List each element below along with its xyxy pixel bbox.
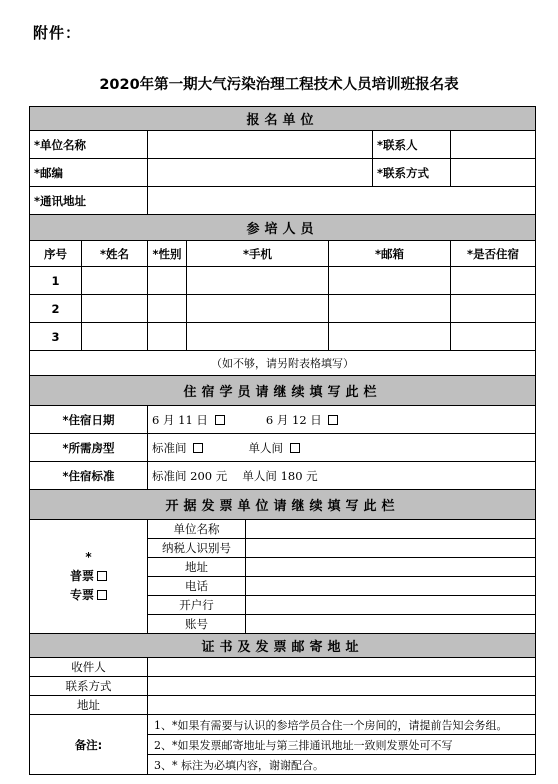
invoice-phone-field[interactable]: [246, 577, 536, 596]
mailing-contact-label: 联系方式: [30, 677, 148, 696]
room-option-1-label: 标准间: [152, 440, 187, 455]
special-invoice-label: 专票: [69, 588, 94, 602]
unit-name-label: *单位名称: [30, 131, 148, 159]
recipient-field[interactable]: [148, 658, 536, 677]
invoice-section-header: 开据发票单位请继续填写此栏: [30, 490, 536, 520]
registration-form-table: [29, 106, 536, 775]
invoice-bank-field[interactable]: [246, 596, 536, 615]
room-option-2-checkbox[interactable]: [290, 443, 300, 453]
remark-item-3: 3、* 标注为必填内容，谢谢配合。: [148, 755, 536, 775]
remark-item-1: 1、*如果有需要与认识的参培学员合住一个房间的，请提前告知会务组。: [148, 715, 536, 735]
special-invoice-checkbox[interactable]: [97, 590, 107, 600]
invoice-address-field[interactable]: [246, 558, 536, 577]
invoice-account-field[interactable]: [246, 615, 536, 634]
accommodation-standard-text: 标准间 200 元 单人间 180 元: [148, 462, 536, 490]
participant-accommodation-field[interactable]: [451, 267, 536, 295]
participant-accommodation-field[interactable]: [451, 295, 536, 323]
participant-name-field[interactable]: [82, 295, 148, 323]
row-index: 1: [30, 267, 82, 295]
table-row: [30, 323, 536, 351]
room-option-2-label: 单人间: [248, 440, 283, 455]
form-title: 2020年第一期大气污染治理工程技术人员培训班报名表: [99, 77, 459, 93]
stay-date-label: *住宿日期: [30, 406, 148, 434]
room-type-label: *所需房型: [30, 434, 148, 462]
mailing-contact-field[interactable]: [148, 677, 536, 696]
col-header-email: *邮箱: [329, 241, 451, 267]
col-header-name: *姓名: [82, 241, 148, 267]
participant-phone-field[interactable]: [187, 323, 329, 351]
remark-item-2: 2、*如果发票邮寄地址与第三排通讯地址一致则发票处可不写: [148, 735, 536, 755]
invoice-address-label: 地址: [148, 558, 246, 577]
invoice-account-label: 账号: [148, 615, 246, 634]
participant-name-field[interactable]: [82, 323, 148, 351]
attachment-label: 附件：: [33, 24, 82, 42]
postcode-field[interactable]: [148, 159, 373, 187]
mailing-section-header: 证书及发票邮寄地址: [30, 634, 536, 658]
invoice-unit-name-field[interactable]: [246, 520, 536, 539]
date-option-2-label: 6 月 12 日: [265, 412, 322, 427]
invoice-bank-label: 开户行: [148, 596, 246, 615]
participant-name-field[interactable]: [82, 267, 148, 295]
mailing-address-label: 地址: [30, 696, 148, 715]
date-option-1-checkbox[interactable]: [215, 415, 225, 425]
address-field[interactable]: [148, 187, 536, 215]
participants-note: （如不够，请另附表格填写）: [30, 351, 536, 376]
table-row: [30, 267, 536, 295]
invoice-unit-name-label: 单位名称: [148, 520, 246, 539]
accommodation-section-header: 住宿学员请继续填写此栏: [30, 376, 536, 406]
row-index: 3: [30, 323, 82, 351]
accommodation-standard-label: *住宿标准: [30, 462, 148, 490]
participant-email-field[interactable]: [329, 323, 451, 351]
date-option-2-checkbox[interactable]: [328, 415, 338, 425]
normal-invoice-label: 普票: [69, 569, 94, 583]
participant-gender-field[interactable]: [148, 323, 187, 351]
room-option-1-checkbox[interactable]: [193, 443, 203, 453]
postcode-label: *邮编: [30, 159, 148, 187]
participant-email-field[interactable]: [329, 267, 451, 295]
participant-gender-field[interactable]: [148, 267, 187, 295]
contact-method-field[interactable]: [451, 159, 536, 187]
contact-person-label: *联系人: [373, 131, 451, 159]
col-header-gender: *性别: [148, 241, 187, 267]
unit-name-field[interactable]: [148, 131, 373, 159]
room-type-options: [148, 434, 536, 462]
col-header-index: 序号: [30, 241, 82, 267]
contact-method-label: *联系方式: [373, 159, 451, 187]
date-option-1-label: 6 月 11 日: [152, 412, 208, 427]
participant-phone-field[interactable]: [187, 295, 329, 323]
unit-section-header: 报名单位: [30, 107, 536, 131]
required-asterisk: *: [85, 550, 92, 564]
invoice-type-cell: [30, 520, 148, 634]
invoice-phone-label: 电话: [148, 577, 246, 596]
recipient-label: 收件人: [30, 658, 148, 677]
mailing-address-field[interactable]: [148, 696, 536, 715]
invoice-tax-id-field[interactable]: [246, 539, 536, 558]
participants-section-header: 参培人员: [30, 215, 536, 241]
participant-accommodation-field[interactable]: [451, 323, 536, 351]
participant-phone-field[interactable]: [187, 267, 329, 295]
stay-date-options: [148, 406, 536, 434]
participant-email-field[interactable]: [329, 295, 451, 323]
contact-person-field[interactable]: [451, 131, 536, 159]
participant-gender-field[interactable]: [148, 295, 187, 323]
remarks-label: 备注:: [30, 715, 148, 775]
address-label: *通讯地址: [30, 187, 148, 215]
col-header-accommodation: *是否住宿: [451, 241, 536, 267]
col-header-phone: *手机: [187, 241, 329, 267]
invoice-tax-id-label: 纳税人识别号: [148, 539, 246, 558]
normal-invoice-checkbox[interactable]: [97, 571, 107, 581]
row-index: 2: [30, 295, 82, 323]
table-row: [30, 295, 536, 323]
